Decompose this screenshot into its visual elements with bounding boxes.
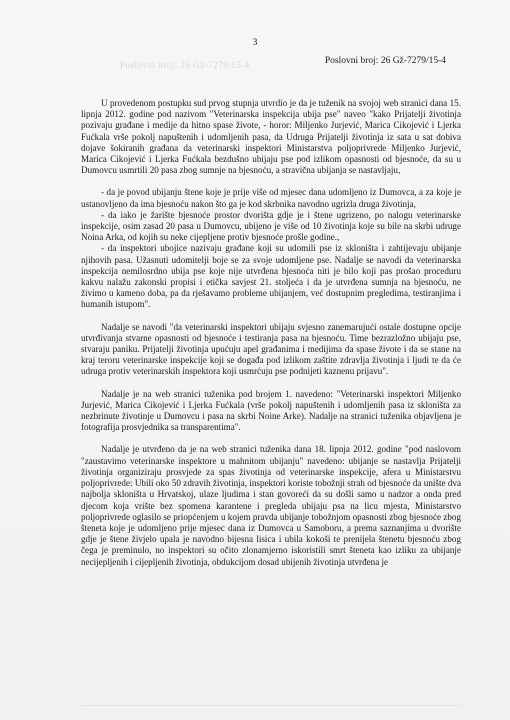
paragraph: Nadalje se navodi "da veterinarski inspektori ubijaju svjesno zanemarujući ostale dostupne opcije utvrđivanja stvarne opasnosti od bjesnoće i testiranja pasa na bjesnoću. Time bezrazložno ubijaju pse, stvaraju paniku. Prijatelji životinja upućuju apel građanima i medijima da spase živote i da se stane na kraj teroru veterinarske inspekcije koji se događa pod izlikom zaštite zdravlja životinja i ljudi te da će udruga protiv veterinarskih inspektora koji usmrćuju pse podnijeti kaznenu prijavu".: [81, 321, 461, 377]
bullet-paragraph: - da inspektori ubojice nazivaju građane koji su udomili pse iz skloništa i zahtijevaju ubijanje njihovih pasa. Užasnuti udomitelji boje se za svoje udomljene pse. Nadalje se navodi da veterinarska inspekcija nemilosrdno ubija pse koje nije utvrđena bjesnoća niti je bilo koji pas prošao proceduru kakvu nalažu zakonski propisi i etička savjest 21. stoljeća i da je utvrđena sumnja na bjesnoću, ne živimo u kameno doba, pa da rješavamo probleme ubijanjem, već dostupnim pregledima, testiranjima i humanih istupom".: [81, 243, 461, 310]
bullet-paragraph: - da iako je žarište bjesnoće prostor dvorišta gdje je i štene ugrizeno, po nalogu veterinarske inspekcije, osim zasad 20 pasa u Dumovcu, ubijeno je više od 10 životinja koje su bile na skrbi udruge Noina Arka, od kojih su neke cijepljene protiv bjesnoće prošle godine.,: [81, 209, 461, 243]
bleed-through-text: Poslovni broj: 26 Gž-7279/15-4: [120, 60, 250, 70]
bullet-paragraph: - da je povod ubijanju štene koje je prije više od mjesec dana udomljeno iz Dumovca, a za koje je ustanovljeno da ima bjesnoću nakon što ga je kod skrbnika navodno ugrizla druga životinja,: [81, 187, 461, 209]
case-number: Poslovni broj: 26 Gž-7279/15-4: [324, 56, 446, 66]
paragraph: Nadalje je na web stranici tuženika pod brojem 1. navedeno: "Veterinarski inspektori Miljenko Jurjević, Marica Cikojević i Ljerka Fućkala (vrše pokolj napuštenih i udomljenih pasa iz skloništa za nezbrinute životinje u Dumovcu i pasa na skrbi Noine Arke). Nadalje na stranici tuženika objavljena je fotografija prosvjednika sa transparentima".: [81, 388, 461, 433]
page-edge-line: [81, 705, 461, 706]
page-number: 3: [252, 38, 258, 48]
paragraph: Nadalje je utvrđeno da je na web stranici tuženika dana 18. lipnja 2012. godine "pod naslovom "zaustavimo veterinarske inspektore u mahnitom ubijanju" navedeno: ubijanje se nastavlja Prijatelji životinja organiziraju prosvjede za spas životinja od veterinarske inspekcije, afera u Ministarstvu poljoprivrede: Ubili oko 50 zdravih životinja, inspektori koriste tobožnji strah od bjesnoće da unište dva najbolja skloništa u Hrvatskoj, ulaze ljudima i stan govoreći da su došli samo u nadzor a onda pred djecom koja vrište bez spomena karantene i pregleda ubijaju psa na licu mjesta, Ministarstvo poljoprivrede oglasilo se priopćenjem u kojem pravda ubijanje tobožnjom opasnosti zbog bjesnoće zbog šteneta koje je udomljeno prije mjesec dana iz Dumovca u Samoboru, a prema saznanjima u dvorište gdje je štene živjelo upala je navodno bijesna lisica i ubila kokoši te prenijela štenetu bjesnoću zbog čega je preminulo, no inspektori su očito zlonamjerno iskoristili smrt šteneta kao izliku za ubijanje necijepljenih i cijepljenih životinja, obdukcijom dosad ubijenih životinja utvrđena je: [81, 444, 461, 567]
document-body: [81, 98, 461, 579]
paragraph: U provedenom postupku sud prvog stupnja utvrdio je da je tuženik na svojoj web stranici dana 15. lipnja 2012. godine pod nazivom "Veterinarska inspekcija ubija pse" naveo "kako Prijatelji životinja pozivaju građane i medije da hitno spase živote, - horor: Miljenko Jurjević, Marica Cikojević i Ljerka Fućkala vrše pokolj napuštenih i udomljenih pasa, da Udruga Prijatelji životinja iz sata u sat dobiva dojave šokiranih građana da veterinarski inspektori Ministarstva poljoprivrede Miljenko Jurjević, Marica Cikojević i Ljerka Fućkala bezdušno ubijaju pse pod izlikom opasnosti od bjesnoće, da su u Dumovcu usmrtili 20 pasa zbog sumnje na bjesnoću, a stravična ubijanja se nastavljaju,: [81, 98, 461, 176]
